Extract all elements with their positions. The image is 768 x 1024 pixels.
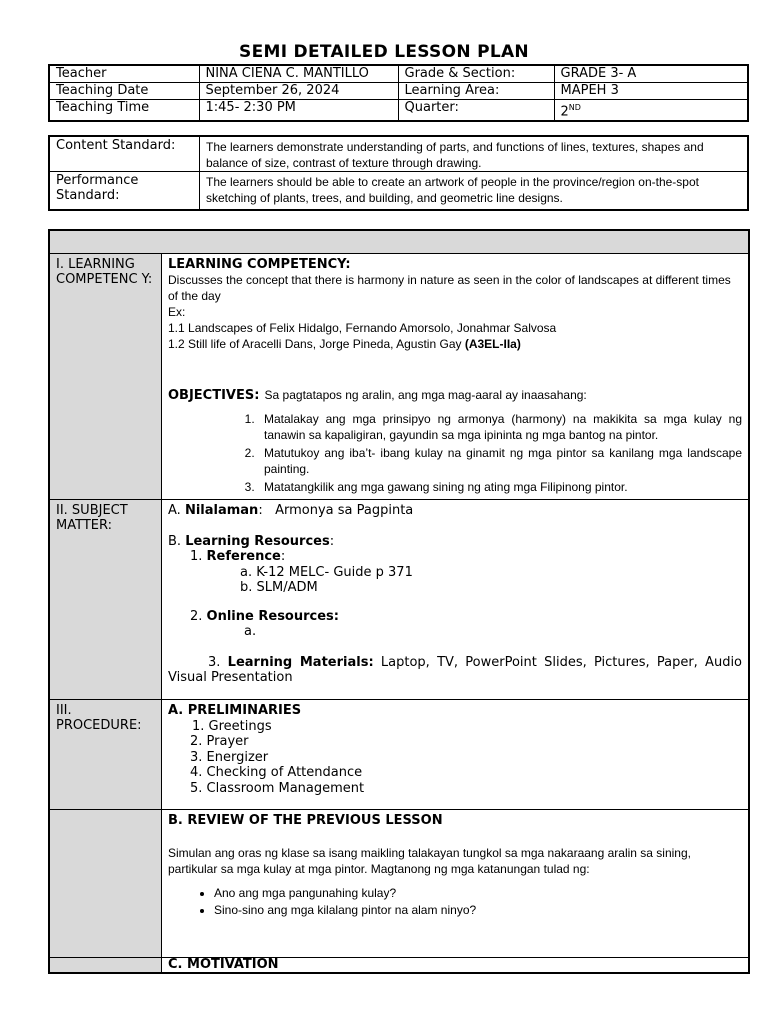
lesson-header-row bbox=[49, 230, 749, 254]
reference-line: 1. Reference: bbox=[190, 549, 286, 564]
info-table bbox=[48, 64, 749, 122]
standards-table bbox=[48, 135, 749, 211]
preliminaries-heading: A. PRELIMINARIES bbox=[168, 703, 302, 718]
competency-ex-label: Ex: bbox=[168, 305, 186, 319]
motivation-row bbox=[49, 958, 749, 974]
learning-materials-label: Learning Materials: bbox=[227, 654, 374, 670]
preliminaries-row bbox=[49, 700, 749, 810]
performance-standard-text: The learners should be able to create an artwork of people in the province/region on-the-spot sketching of plants, trees, and building, and geometric line designs. bbox=[200, 172, 749, 211]
preliminaries-item: 5. Classroom Management bbox=[190, 780, 365, 796]
time-value: 1:45- 2:30 PM bbox=[199, 100, 398, 122]
area-value: MAPEH 3 bbox=[554, 83, 748, 100]
reference-label: Reference bbox=[206, 549, 281, 564]
info-row-time bbox=[49, 100, 748, 122]
learning-resources-label: Learning Resources bbox=[185, 533, 330, 549]
review-cell bbox=[162, 810, 750, 958]
performance-standard-row bbox=[49, 172, 748, 211]
review-question: • Ano ang mga pangunahing kulay? bbox=[214, 885, 742, 902]
review-questions-list bbox=[168, 885, 742, 919]
objectives-label: OBJECTIVES: bbox=[168, 388, 260, 403]
nilalaman-value: Armonya sa Pagpinta bbox=[275, 503, 414, 518]
preliminaries-cell bbox=[162, 700, 750, 810]
online-resource-a: a. bbox=[244, 624, 257, 639]
preliminaries-item: 1. Greetings bbox=[192, 718, 272, 734]
review-question: • Sino-sino ang mga kilalang pintor na alam ninyo? bbox=[214, 902, 742, 919]
quarter-ordinal: ND bbox=[568, 103, 581, 112]
reference-b: b. SLM/ADM bbox=[240, 580, 318, 595]
objective-item: 2. Matutukoy ang iba’t- ibang kulay na ginamit ng mga pintor sa kanilang mga landscape painting. bbox=[258, 445, 742, 477]
competency-example-1: 1.1 Landscapes of Felix Hidalgo, Fernando Amorsolo, Jonahmar Salvosa bbox=[168, 321, 557, 335]
grade-label: Grade & Section: bbox=[398, 65, 554, 83]
procedure-section-label: III. PROCEDURE: bbox=[49, 700, 162, 810]
subject-section-label: II. SUBJECT MATTER: bbox=[49, 500, 162, 700]
content-standard-row bbox=[49, 136, 748, 172]
teacher-label: Teacher bbox=[49, 65, 199, 83]
objectives-line bbox=[168, 384, 742, 403]
learning-materials-line bbox=[168, 655, 742, 686]
content-standard-label: Content Standard: bbox=[49, 136, 200, 172]
date-label: Teaching Date bbox=[49, 83, 199, 100]
quarter-label: Quarter: bbox=[398, 100, 554, 122]
content-standard-text: The learners demonstrate understanding of parts, and functions of lines, textures, shapes and balance of size, contrast of texture through drawing. bbox=[200, 136, 749, 172]
objective-item: 3. Matatangkilik ang mga gawang sining ng ating mga Filipinong pintor. bbox=[258, 479, 742, 495]
teacher-value: NINA CIENA C. MANTILLO bbox=[199, 65, 398, 83]
performance-standard-label: Performance Standard: bbox=[49, 172, 200, 211]
preliminaries-item: 3. Energizer bbox=[190, 749, 269, 765]
objective-item: 1. Matalakay ang mga prinsipyo ng armonya (harmony) na makikita sa mga kulay ng tanawin sa kapaligiran, gayundin sa mga ipininta ng mga bantog na pintor. bbox=[258, 411, 742, 443]
quarter-number: 2 bbox=[560, 104, 569, 120]
motivation-left-cell bbox=[49, 958, 162, 974]
resources-prefix: B. bbox=[168, 533, 182, 549]
info-row-date bbox=[49, 83, 748, 100]
lesson-table bbox=[48, 229, 750, 974]
subject-matter-row bbox=[49, 500, 749, 700]
learning-resources-line: B. Learning Resources: bbox=[168, 533, 335, 549]
preliminaries-item: 4. Checking of Attendance bbox=[190, 765, 363, 780]
review-text: Simulan ang oras ng klase sa isang maikling talakayan tungkol sa mga nakaraang aralin sa sining, partikular sa mga kulay at mga pintor. Magtanong ng mga katanungan tulad ng: bbox=[168, 846, 691, 876]
learning-materials-value: Laptop, TV, PowerPoint Slides, Pictures, Paper, Audio Visual Presentation bbox=[168, 654, 743, 685]
quarter-value bbox=[554, 100, 748, 122]
competency-text: Discusses the concept that there is harmony in nature as seen in the color of landscapes at different times of the day bbox=[168, 273, 731, 303]
area-label: Learning Area: bbox=[398, 83, 554, 100]
review-row bbox=[49, 810, 749, 958]
page-title: SEMI DETAILED LESSON PLAN bbox=[239, 42, 529, 62]
time-label: Teaching Time bbox=[49, 100, 199, 122]
online-prefix: 2. bbox=[190, 608, 203, 624]
preliminaries-item: 2. Prayer bbox=[190, 734, 249, 749]
competency-example-2-text: 1.2 Still life of Aracelli Dans, Jorge Pineda, Agustin Gay bbox=[168, 337, 462, 351]
competency-heading: LEARNING COMPETENCY: bbox=[168, 257, 351, 272]
reference-a: a. K-12 MELC- Guide p 371 bbox=[240, 564, 413, 580]
reference-prefix: 1. bbox=[190, 549, 203, 564]
competency-section-label: I. LEARNING COMPETENC Y: bbox=[49, 254, 162, 500]
review-left-cell bbox=[49, 810, 162, 958]
objectives-list bbox=[168, 411, 742, 495]
lesson-header-bar bbox=[49, 230, 749, 254]
online-resources-label: Online Resources: bbox=[206, 608, 339, 624]
date-value: September 26, 2024 bbox=[199, 83, 398, 100]
competency-code: (A3EL-IIa) bbox=[464, 337, 521, 351]
online-resources-line bbox=[168, 609, 742, 625]
competency-example-2 bbox=[168, 336, 742, 352]
objectives-intro: Sa pagtatapos ng aralin, ang mga mag-aaral ay inaasahang: bbox=[264, 388, 587, 402]
info-row-teacher bbox=[49, 65, 748, 83]
subject-cell bbox=[162, 500, 750, 700]
nilalaman-line: A. Nilalaman: Armonya sa Pagpinta bbox=[168, 503, 414, 518]
motivation-heading: C. MOTIVATION bbox=[162, 958, 750, 974]
nilalaman-label: Nilalaman bbox=[184, 503, 259, 518]
nilalaman-prefix: A. bbox=[168, 503, 181, 518]
competency-cell bbox=[162, 254, 750, 500]
competency-row bbox=[49, 254, 749, 500]
review-heading: B. REVIEW OF THE PREVIOUS LESSON bbox=[168, 813, 443, 828]
grade-value: GRADE 3- A bbox=[554, 65, 748, 83]
materials-prefix: 3. bbox=[208, 654, 221, 670]
